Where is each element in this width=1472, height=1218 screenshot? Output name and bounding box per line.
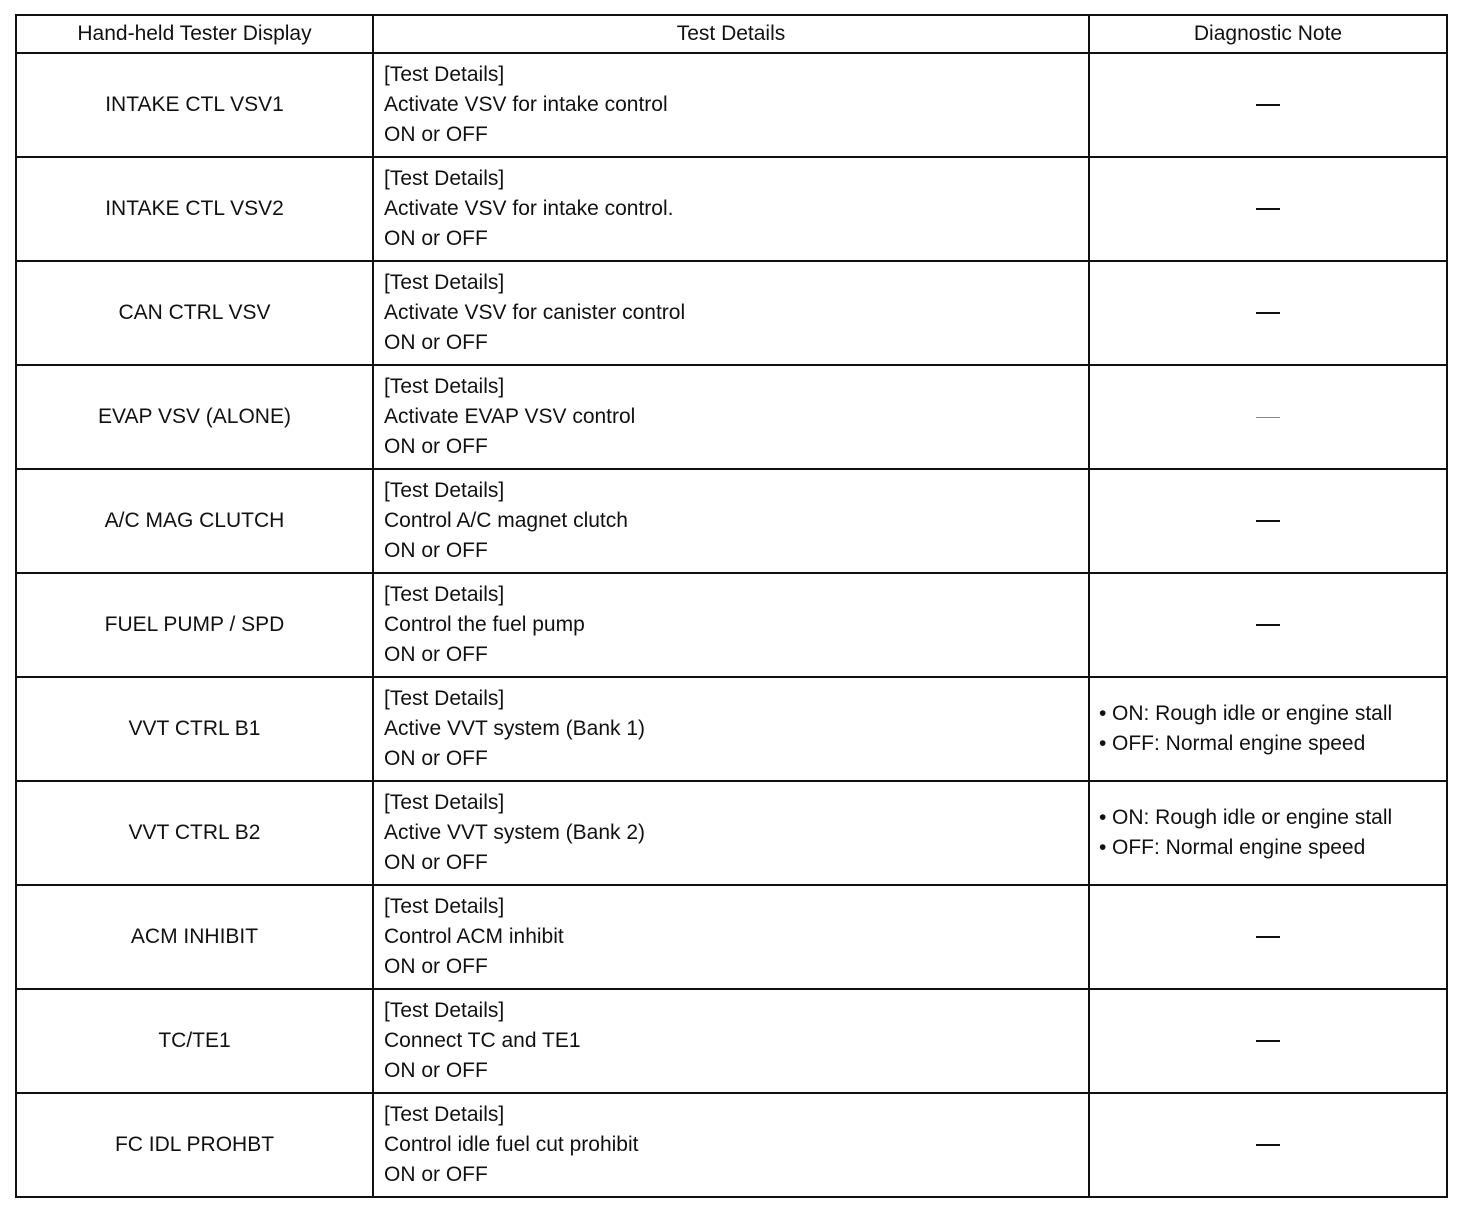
diagnostic-note-cell xyxy=(1089,677,1447,781)
test-details-heading: [Test Details] xyxy=(384,895,505,918)
diagnostic-note-item xyxy=(1099,729,1446,759)
test-details-heading: [Test Details] xyxy=(384,271,505,294)
empty-note-dash xyxy=(1256,624,1280,626)
test-details-description: Control the fuel pump xyxy=(384,613,585,636)
table-row xyxy=(16,365,1447,469)
table-row xyxy=(16,677,1447,781)
tester-display-cell: FC IDL PROHBT xyxy=(16,1093,373,1197)
diagnostic-note-list xyxy=(1090,803,1446,863)
test-details-cell xyxy=(373,1093,1089,1197)
diagnostic-note-cell xyxy=(1089,365,1447,469)
tester-display-cell: INTAKE CTL VSV2 xyxy=(16,157,373,261)
test-details-range: ON or OFF xyxy=(384,851,488,874)
test-details-cell xyxy=(373,677,1089,781)
test-details-description: Control A/C magnet clutch xyxy=(384,509,628,532)
test-details-range: ON or OFF xyxy=(384,643,488,666)
test-details-range: ON or OFF xyxy=(384,123,488,146)
test-details-description: Active VVT system (Bank 2) xyxy=(384,821,646,844)
empty-note-dash xyxy=(1256,520,1280,522)
diagnostic-note-item xyxy=(1099,803,1446,833)
diagnostic-note-cell xyxy=(1089,781,1447,885)
test-details-range: ON or OFF xyxy=(384,747,488,770)
test-details-description: Control ACM inhibit xyxy=(384,925,564,948)
table-row xyxy=(16,989,1447,1093)
tester-display-cell: CAN CTRL VSV xyxy=(16,261,373,365)
tester-display-cell: VVT CTRL B2 xyxy=(16,781,373,885)
test-details-heading: [Test Details] xyxy=(384,583,505,606)
test-details-description: Activate VSV for canister control xyxy=(384,301,686,324)
test-details-range: ON or OFF xyxy=(384,1163,488,1186)
table-row xyxy=(16,469,1447,573)
empty-note-dash xyxy=(1256,417,1280,418)
table-row xyxy=(16,781,1447,885)
diagnostic-note-text: OFF: Normal engine speed xyxy=(1112,732,1366,755)
bullet-icon: • xyxy=(1099,806,1107,829)
test-details-description: Connect TC and TE1 xyxy=(384,1029,581,1052)
diagnostic-note-list xyxy=(1090,699,1446,759)
header-tester-display: Hand-held Tester Display xyxy=(16,15,373,53)
empty-note-dash xyxy=(1256,936,1280,938)
test-details-description: Activate EVAP VSV control xyxy=(384,405,636,428)
test-details-heading: [Test Details] xyxy=(384,1103,505,1126)
diagnostic-note-text: ON: Rough idle or engine stall xyxy=(1112,702,1393,725)
bullet-icon: • xyxy=(1099,732,1107,755)
table-row xyxy=(16,157,1447,261)
empty-note-dash xyxy=(1256,208,1280,210)
test-details-cell xyxy=(373,885,1089,989)
test-details-description: Active VVT system (Bank 1) xyxy=(384,717,646,740)
diagnostic-note-text: ON: Rough idle or engine stall xyxy=(1112,806,1393,829)
header-row xyxy=(16,15,1447,53)
test-details-heading: [Test Details] xyxy=(384,63,505,86)
diagnostic-note-cell xyxy=(1089,157,1447,261)
diagnostic-note-cell xyxy=(1089,469,1447,573)
test-details-cell xyxy=(373,157,1089,261)
test-details-range: ON or OFF xyxy=(384,1059,488,1082)
active-test-table xyxy=(15,14,1448,1198)
diagnostic-note-cell xyxy=(1089,989,1447,1093)
test-details-cell xyxy=(373,261,1089,365)
test-details-heading: [Test Details] xyxy=(384,999,505,1022)
table-row xyxy=(16,1093,1447,1197)
test-details-heading: [Test Details] xyxy=(384,375,505,398)
empty-note-dash xyxy=(1256,312,1280,314)
diagnostic-note-text: OFF: Normal engine speed xyxy=(1112,836,1366,859)
header-test-details: Test Details xyxy=(373,15,1089,53)
bullet-icon: • xyxy=(1099,702,1107,725)
test-details-cell xyxy=(373,573,1089,677)
test-details-heading: [Test Details] xyxy=(384,791,505,814)
table-row xyxy=(16,573,1447,677)
tester-display-cell: TC/TE1 xyxy=(16,989,373,1093)
test-details-cell xyxy=(373,53,1089,157)
test-details-cell xyxy=(373,365,1089,469)
empty-note-dash xyxy=(1256,104,1280,106)
test-details-heading: [Test Details] xyxy=(384,687,505,710)
tester-display-cell: VVT CTRL B1 xyxy=(16,677,373,781)
empty-note-dash xyxy=(1256,1040,1280,1042)
test-details-description: Activate VSV for intake control. xyxy=(384,197,674,220)
tester-display-cell: ACM INHIBIT xyxy=(16,885,373,989)
empty-note-dash xyxy=(1256,1144,1280,1146)
tester-display-cell: FUEL PUMP / SPD xyxy=(16,573,373,677)
diagnostic-note-cell xyxy=(1089,885,1447,989)
diagnostic-note-cell xyxy=(1089,573,1447,677)
test-details-range: ON or OFF xyxy=(384,539,488,562)
test-details-range: ON or OFF xyxy=(384,227,488,250)
diagnostic-note-cell xyxy=(1089,1093,1447,1197)
tester-display-cell: INTAKE CTL VSV1 xyxy=(16,53,373,157)
diagnostic-note-item xyxy=(1099,833,1446,863)
table-row xyxy=(16,885,1447,989)
test-details-range: ON or OFF xyxy=(384,955,488,978)
test-details-heading: [Test Details] xyxy=(384,167,505,190)
tester-display-cell: A/C MAG CLUTCH xyxy=(16,469,373,573)
diagnostic-note-cell xyxy=(1089,261,1447,365)
test-details-range: ON or OFF xyxy=(384,331,488,354)
tester-display-cell: EVAP VSV (ALONE) xyxy=(16,365,373,469)
test-details-cell xyxy=(373,781,1089,885)
header-diagnostic-note: Diagnostic Note xyxy=(1089,15,1447,53)
test-details-description: Activate VSV for intake control xyxy=(384,93,668,116)
test-details-description: Control idle fuel cut prohibit xyxy=(384,1133,639,1156)
diagnostic-note-cell xyxy=(1089,53,1447,157)
test-details-range: ON or OFF xyxy=(384,435,488,458)
diagnostic-note-item xyxy=(1099,699,1446,729)
table-row xyxy=(16,261,1447,365)
test-details-cell xyxy=(373,989,1089,1093)
bullet-icon: • xyxy=(1099,836,1107,859)
test-details-cell xyxy=(373,469,1089,573)
table-row xyxy=(16,53,1447,157)
test-details-heading: [Test Details] xyxy=(384,479,505,502)
